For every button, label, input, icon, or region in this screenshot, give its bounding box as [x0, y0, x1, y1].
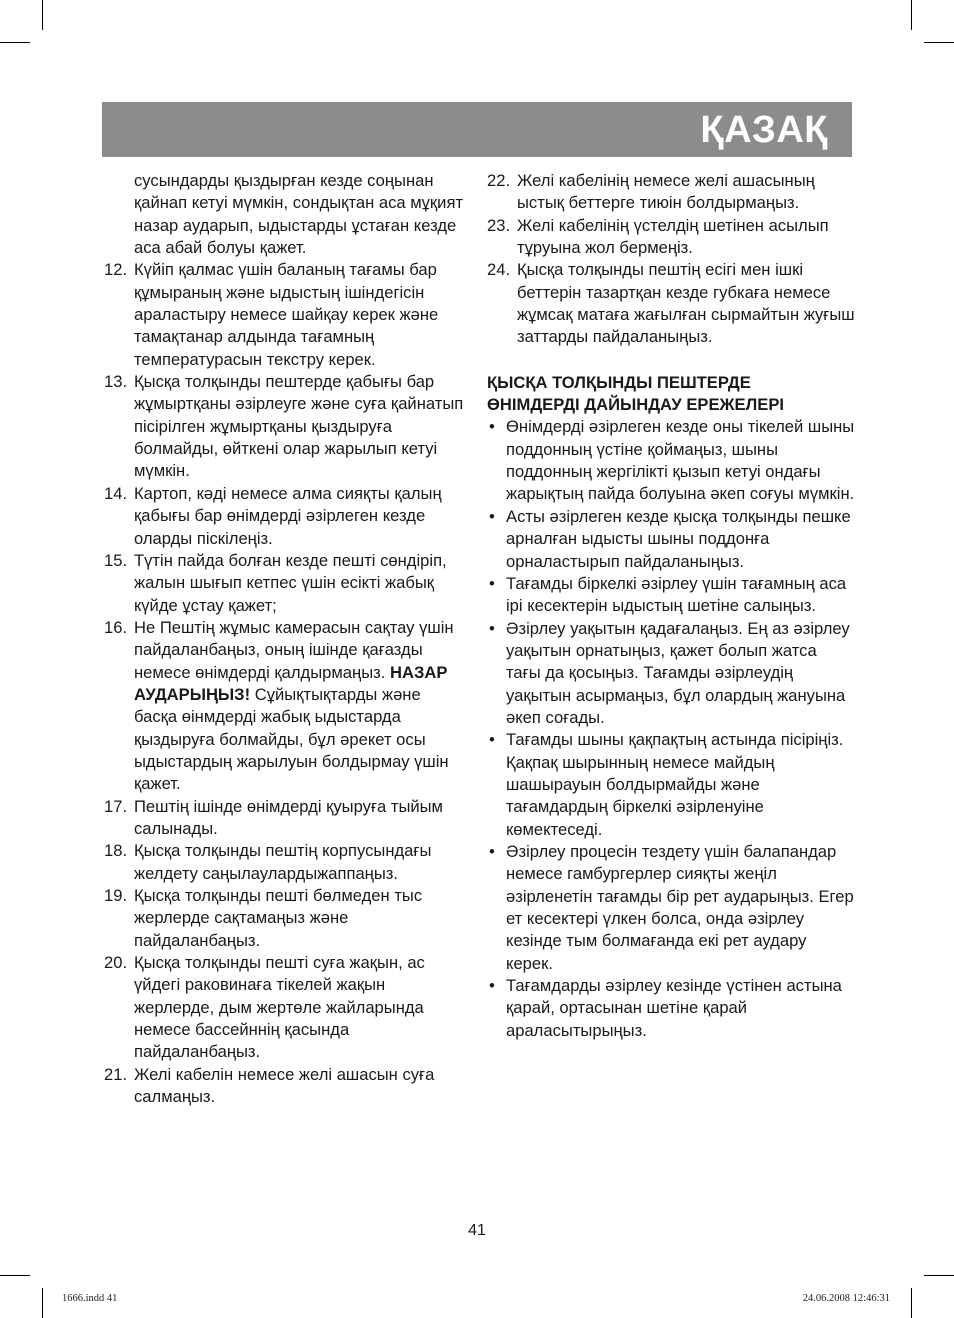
bullet-text: Тағамды шыны қақпақтың астында пісіріңіз. Қақпақ шырынның немесе майдың шашырауын болдырмайды және тағамдардың біркелкі әзірленуіне көмектеседі.: [506, 730, 844, 839]
footer-file-info: 1666.indd 41: [62, 1293, 118, 1304]
crop-mark: [911, 1288, 912, 1318]
item-text-block: [134, 1064, 468, 1109]
list-item: [487, 506, 855, 573]
item-text: Сұйықтықтарды және басқа өінмдерді жабық ыдыстарда қыздыруға болмайды, бұл әрекет осы ыдыстардың жарылуын болдырмау үшін қажет.: [134, 684, 449, 794]
list-item: [487, 618, 855, 730]
item-number: 24.: [487, 260, 511, 280]
footer-timestamp: 24.06.2008 12:46:31: [802, 1293, 890, 1304]
item-text: Қысқа толқынды пештерде қабығы бар жұмыртқаны әзірлеуге және суға қайнатып пісірілген жұмыртқаны қыздыруға болмайды, өйткені олар жарылып кетуі мүмкін.: [134, 372, 464, 481]
bullet-icon: •: [489, 573, 495, 593]
item-number: 12.: [104, 260, 128, 280]
section-heading-line: ҚЫСҚА ТОЛҚЫНДЫ ПЕШТЕРДЕ: [487, 372, 751, 392]
list-item: [104, 885, 468, 952]
page-number: 41: [468, 1222, 486, 1239]
warning-label: НАЗАР АУДАРЫҢЫЗ!: [134, 662, 448, 704]
item-text-block: [517, 170, 855, 215]
item-text-block: [517, 215, 855, 260]
list-item: [104, 483, 468, 550]
item-text: Желі кабелінің немесе желі ашасының ыстық беттерге тиюін болдырмаңыз.: [517, 171, 815, 213]
item-text: Картоп, кәді немесе алма сияқты қалың қабығы бар өнімдерді әзірлеген кезде оларды піскілеңіз.: [134, 483, 442, 548]
list-item: [487, 975, 855, 1042]
bullet-icon: •: [489, 417, 495, 437]
item-text: Қысқа толқынды пештің есігі мен ішкі беттерін тазартқан кезде губкаға немесе жұмсақ матаға жағылған сырмайтын жуғыш заттарды пайдаланыңыз.: [517, 260, 855, 347]
item-text-block: [134, 550, 468, 617]
list-item: [104, 550, 468, 617]
item-text-block: [134, 371, 468, 483]
page-title: ҚАЗАҚ: [700, 109, 828, 151]
bullet-icon: •: [489, 841, 495, 861]
crop-mark: [924, 42, 954, 43]
bullet-text: Тағамды біркелкі әзірлеу үшін тағамның аса ірі кесектерін ыдыстың шетіне салыңыз.: [506, 573, 847, 616]
item-text-block: [134, 885, 468, 952]
item-number: 17.: [104, 796, 128, 816]
bullet-icon: •: [489, 976, 495, 996]
item-number: 22.: [487, 171, 511, 190]
item-number: 14.: [104, 483, 128, 503]
bullet-text: Асты әзірлеген кезде қысқа толқынды пешке арналған ыдысты шыны поддонға орналастырып пайдаланыңыз.: [506, 506, 851, 571]
list-item: [487, 841, 855, 975]
crop-mark: [42, 0, 43, 30]
bullet-text: Өнімдерді әзірлеген кезде оны тікелей шыны поддонның үстіне қоймаңыз, шыны поддонның жергілікті қызып кетуі ондағы жарықтың пайда болуына әкеп соғуы мүмкін.: [506, 417, 855, 504]
item-number: 18.: [104, 841, 128, 861]
list-item: [487, 729, 855, 841]
list-item: [104, 259, 468, 371]
item-text: Қысқа толқынды пешті суға жақын, ас үйдегі раковинаға тікелей жақын жерлерде, дым жертөле жайларында немесе бассейннің қасында пайдаланбаңыз.: [134, 953, 425, 1062]
item-number: 15.: [104, 550, 128, 570]
numbered-list: [487, 170, 855, 349]
section-heading: [487, 372, 855, 417]
item-text: Қысқа толқынды пешті бөлмеден тыс жерлерде сақтамаңыз және пайдаланбаңыз.: [134, 886, 423, 950]
item-text-block: [134, 796, 468, 841]
bullet-icon: •: [489, 506, 495, 526]
list-item: [104, 840, 468, 885]
list-item: [487, 573, 855, 618]
item-number: 13.: [104, 372, 128, 392]
item-text-block: [134, 952, 468, 1064]
item-number: 19.: [104, 886, 128, 905]
item-text: Күйіп қалмас үшін баланың тағамы бар құмыраның және ыдыстың ішіндегісін араластыру немесе шайқау керек және тамақтанар алдында тағамның температурасын текстру керек.: [134, 260, 439, 369]
item-text: Желі кабелін немесе желі ашасын суға салмаңыз.: [134, 1064, 435, 1107]
bullet-icon: •: [489, 618, 495, 638]
crop-mark: [911, 0, 912, 30]
crop-mark: [0, 1275, 30, 1276]
bullet-text: Әзірлеу уақытын қадағалаңыз. Ең аз әзірлеу уақытын орнатыңыз, қажет болып жатса тағы да қосыңыз. Тағамды әзірлеудің уақытын асырмаңыз, бұл олардың жануына әкеп соғады.: [506, 618, 850, 727]
item-text: Не Пештің жұмыс камерасын сақтау үшін пайдаланбаңыз, оның ішінде қағазды немесе өнімдерді қалдырмаңыз.: [134, 617, 454, 682]
bullet-icon: •: [489, 730, 495, 750]
list-item: [487, 215, 855, 260]
list-item: [104, 796, 468, 841]
section-heading-line: ӨНІМДЕРДІ ДАЙЫНДАУ ЕРЕЖЕЛЕРІ: [487, 395, 785, 415]
right-column: [487, 170, 855, 1042]
continuation-text: сусындарды қыздырған кезде соңынан қайнап кетуі мүмкін, сондықтан аса мұқият назар аударып, ыдыстарды ұстаған кезде аса абай болуы қажет.: [134, 171, 464, 258]
list-item: [487, 170, 855, 215]
list-item: [104, 617, 468, 796]
item-number: 23.: [487, 215, 511, 235]
numbered-list: [104, 259, 468, 1108]
item-number: 21.: [104, 1064, 128, 1084]
header-banner: [102, 102, 852, 157]
item-text-block: [134, 259, 468, 371]
list-item: [104, 371, 468, 483]
crop-mark: [0, 42, 30, 43]
item-number: 20.: [104, 953, 128, 973]
item-text: Желі кабелінің үстелдің шетінен асылып тұруына жол бермеңіз.: [517, 215, 829, 258]
left-column: [104, 170, 468, 1108]
item-text-block: [134, 483, 468, 550]
bullet-list: [487, 416, 855, 1042]
list-item: [487, 259, 855, 348]
item-text-block: [517, 259, 855, 348]
item-text: Түтін пайда болған кезде пешті сөндіріп, жалын шығып кетпес үшін есікті жабық күйде ұстау қажет;: [134, 550, 447, 615]
item-text: Пештің ішінде өнімдерді қуыруға тыйым салынады.: [134, 796, 443, 838]
list-item: [104, 952, 468, 1064]
bullet-text: Тағамдарды әзірлеу кезінде үстінен астына қарай, ортасынан шетіне қарай араласытырыңыз.: [506, 976, 842, 1040]
item-text: Қысқа толқынды пештің корпусындағы желдету саңылаулардыжаппаңыз.: [134, 841, 432, 883]
crop-mark: [42, 1288, 43, 1318]
item-text-block: [134, 617, 468, 796]
list-item: [104, 1064, 468, 1109]
item-text-block: [134, 840, 468, 885]
crop-mark: [924, 1275, 954, 1276]
item-number: 16.: [104, 617, 128, 637]
bullet-text: Әзірлеу процесін тездету үшін балапандар немесе гамбургерлер сияқты жеңіл әзірленетін тағамды бір рет аударыңыз. Егер ет кесектері үлкен болса, онда әзірлеу кезінде тым болмағанда екі рет аудару керек.: [506, 841, 854, 973]
list-item: [487, 416, 855, 505]
